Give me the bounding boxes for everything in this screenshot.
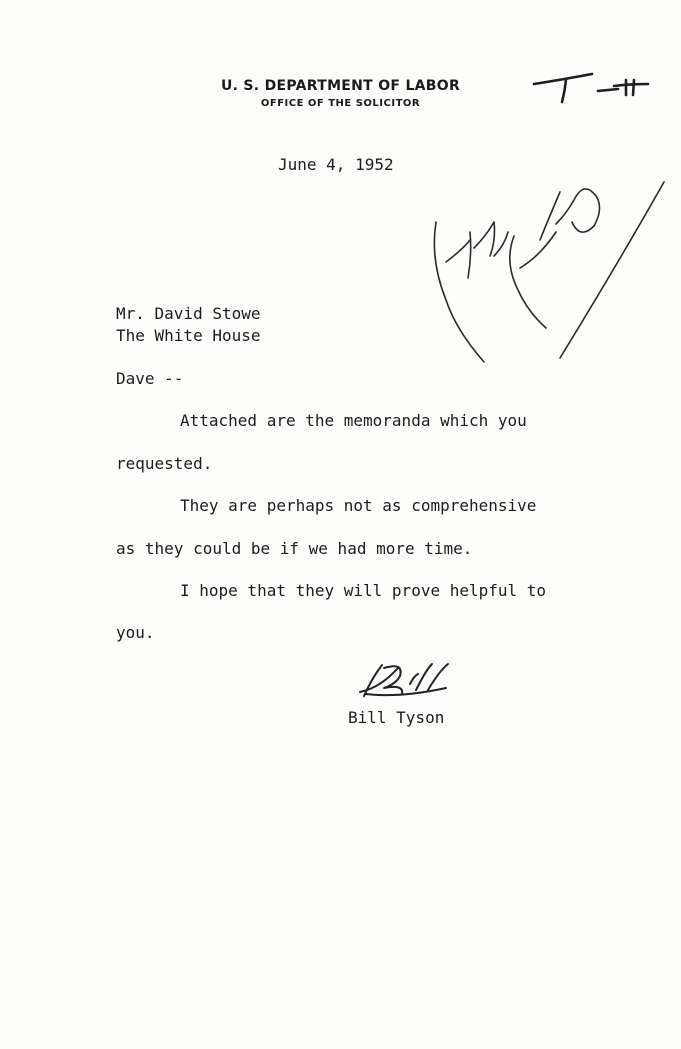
letter-date: June 4, 1952 (278, 155, 394, 174)
salutation: Dave -- (116, 369, 184, 388)
handwritten-file-steel-note (434, 182, 664, 362)
body-line-2: requested. (116, 454, 213, 473)
body-line-3: They are perhaps not as comprehensive (180, 496, 537, 515)
body-line-1: Attached are the memoranda which you (180, 411, 527, 430)
body-line-6: you. (116, 623, 155, 642)
signature-bill (360, 664, 448, 696)
recipient-address: The White House (116, 326, 261, 345)
letterhead-office: OFFICE OF THE SOLICITOR (260, 98, 421, 109)
body-line-5: I hope that they will prove helpful to (180, 581, 547, 600)
body-line-4: as they could be if we had more time. (116, 539, 473, 558)
recipient-name: Mr. David Stowe (116, 304, 261, 323)
letterhead-department: U. S. DEPARTMENT OF LABOR (220, 78, 461, 94)
typed-signature-name: Bill Tyson (348, 708, 445, 727)
